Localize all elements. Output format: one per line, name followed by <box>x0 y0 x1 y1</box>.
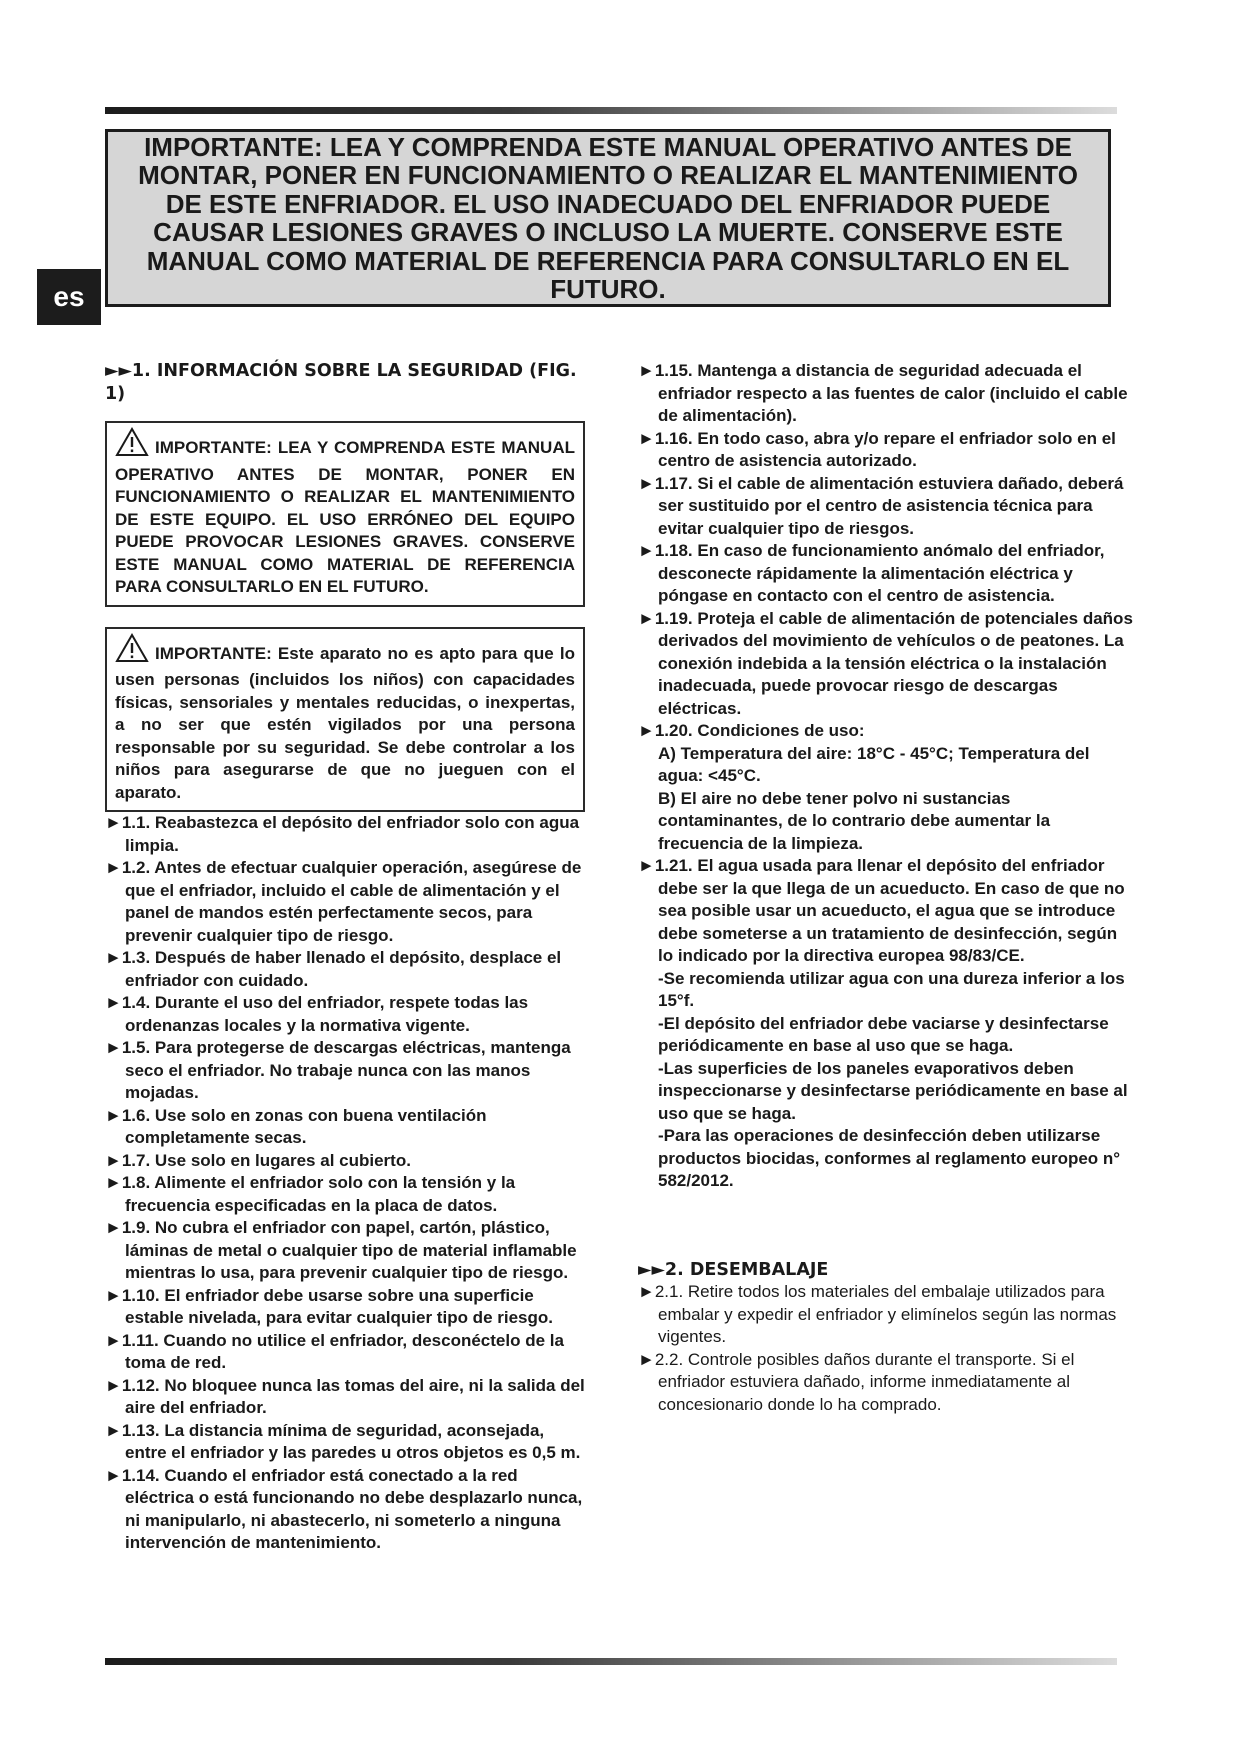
warning-note-1 <box>105 421 585 607</box>
list-item: ►1.16. En todo caso, abra y/o repare el enfriador solo en el centro de asistencia autorizado. <box>638 428 1116 470</box>
list-item: ►1.6. Use solo en zonas con buena ventilación completamente secas. <box>105 1105 487 1147</box>
list-item: ►1.1. Reabastezca el depósito del enfriador solo con agua limpia. <box>105 813 580 855</box>
list-item: ►1.4. Durante el uso del enfriador, respete todas las ordenanzas locales y la normativa vigente. <box>105 993 529 1035</box>
banner-text: IMPORTANTE: LEA Y COMPRENDA ESTE MANUAL OPERATIVO ANTES DE MONTAR, PONER EN FUNCIONAMIENTO O REALIZAR EL MANTENIMIENTO DE ESTE ENFRIADOR. EL USO INADECUADO DEL ENFRIADOR PUEDE CAUSAR LESIONES GRAVES O INCLUSO LA MUERTE. CONSERVE ESTE MANUAL COMO MATERIAL DE REFERENCIA PARA CONSULTARLO EN EL FUTURO. <box>138 131 1078 304</box>
left-column <box>105 360 585 1555</box>
warning-note-2 <box>105 627 585 813</box>
list-item: ►1.20. Condiciones de uso: <box>638 721 865 740</box>
warning-note-2-text: IMPORTANTE: Este aparato no es apto para que lo usen personas (incluidos los niños) con capacidades físicas, sensoriales y mentales reducidas, o inexpertas, a no ser que estén vigilados por una persona responsable por su seguridad. Se debe controlar a los niños para asegurarse de que no jueguen con el aparato. <box>115 643 575 802</box>
warning-triangle-icon <box>115 633 149 670</box>
list-subitem: B) El aire no debe tener polvo ni sustancias contaminantes, de lo contrario debe aumentar la frecuencia de la limpieza. <box>658 788 1051 853</box>
warning-note-1-text: IMPORTANTE: LEA Y COMPRENDA ESTE MANUAL OPERATIVO ANTES DE MONTAR, PONER EN FUNCIONAMIENTO O REALIZAR EL MANTENIMIENTO DE ESTE EQUIPO. EL USO ERRÓNEO DEL EQUIPO PUEDE PROVOCAR LESIONES GRAVES. CONSERVE ESTE MANUAL COMO MATERIAL DE REFERENCIA PARA CONSULTARLO EN EL FUTURO. <box>115 438 575 596</box>
list-item: ►1.12. No bloquee nunca las tomas del aire, ni la salida del aire del enfriador. <box>105 1375 585 1417</box>
list-item: ►1.3. Después de haber llenado el depósito, desplace el enfriador con cuidado. <box>105 948 562 990</box>
list-item: ►1.8. Alimente el enfriador solo con la tensión y la frecuencia especificadas en la placa de datos. <box>105 1173 516 1215</box>
list-item: ►1.18. En caso de funcionamiento anómalo del enfriador, desconecte rápidamente la alimentación eléctrica y póngase en contacto con el centro de asistencia. <box>638 541 1105 605</box>
list-subitem: -Las superficies de los paneles evaporativos deben inspeccionarse y desinfectarse periódicamente en base al uso que se haga. <box>658 1058 1128 1123</box>
list-item: ►1.14. Cuando el enfriador está conectado a la red eléctrica o está funcionando no debe desplazarlo nunca, ni manipularlo, ni abastecerlo, ni someterlo a ninguna intervención de mantenimiento. <box>105 1465 583 1552</box>
list-item: ►1.17. Si el cable de alimentación estuviera dañado, deberá ser sustituido por el centro de asistencia técnica para evitar cualquier tipo de riesgos. <box>638 473 1124 538</box>
warning-triangle-icon <box>115 427 149 464</box>
list-item: ►2.1. Retire todos los materiales del embalaje utilizados para embalar y expedir el enfriador y elimínelos según las normas vigentes. <box>638 1282 1117 1346</box>
top-rule <box>105 107 1117 114</box>
right-column <box>638 360 1134 1416</box>
list-subitem: -El depósito del enfriador debe vaciarse y desinfectarse periódicamente en base al uso que se haga. <box>658 1013 1109 1055</box>
list-subitem: -Se recomienda utilizar agua con una dureza inferior a los 15°f. <box>658 968 1125 1010</box>
list-subitem: A) Temperatura del aire: 18°C - 45°C; Temperatura del agua: <45°C. <box>658 743 1090 785</box>
list-item: ►1.7. Use solo en lugares al cubierto. <box>105 1150 411 1170</box>
list-item: ►1.2. Antes de efectuar cualquier operación, asegúrese de que el enfriador, incluido el cable de alimentación y el panel de mandos estén perfectamente secos, para prevenir cualquier tipo de riesgo. <box>105 858 582 945</box>
list-item: ►1.19. Proteja el cable de alimentación de potenciales daños derivados del movimiento de vehículos o de peatones. La conexión indebida a la tensión eléctrica o la instalación inadecuada, puede provocar riesgo de descargas eléctricas. <box>638 608 1133 718</box>
list-item: ►1.15. Mantenga a distancia de seguridad adecuada el enfriador respecto a las fuentes de calor (incluido el cable de alimentación). <box>638 361 1128 425</box>
list-item: ►1.10. El enfriador debe usarse sobre una superficie estable nivelada, para evitar cualquier tipo de riesgo. <box>105 1285 553 1327</box>
list-subitem: -Para las operaciones de desinfección deben utilizarse productos biocidas, conformes al reglamento europeo n° 582/2012. <box>658 1126 1121 1190</box>
list-item: ►1.5. Para protegerse de descargas eléctricas, mantenga seco el enfriador. No trabaje nunca con las manos mojadas. <box>105 1038 571 1102</box>
language-tab: es <box>37 269 101 325</box>
list-item: ►1.21. El agua usada para llenar el depósito del enfriador debe ser la que llega de un acueducto. En caso de que no sea posible usar un acueducto, el agua que se introduce debe someterse a un tratamiento de desinfección, según lo indicado por la directiva europea 98/83/CE. <box>638 856 1125 965</box>
section-2-title: ►►2. DESEMBALAJE <box>638 1259 829 1280</box>
list-item: ►1.11. Cuando no utilice el enfriador, desconéctelo de la toma de red. <box>105 1330 564 1372</box>
section-1-title: ►►1. INFORMACIÓN SOBRE LA SEGURIDAD (FIG. 1) <box>105 361 577 404</box>
list-item: ►1.13. La distancia mínima de seguridad, aconsejada, entre el enfriador y las paredes u otros objetos es 0,5 m. <box>105 1420 581 1462</box>
list-item: ►1.9. No cubra el enfriador con papel, cartón, plástico, láminas de metal o cualquier tipo de material inflamable mientras lo usa, para prevenir cualquier tipo de riesgo. <box>105 1218 577 1282</box>
bottom-rule <box>105 1658 1117 1665</box>
list-item: ►2.2. Controle posibles daños durante el transporte. Si el enfriador estuviera dañado, informe inmediatamente al concesionario donde lo ha comprado. <box>638 1349 1075 1414</box>
important-banner <box>105 129 1111 307</box>
